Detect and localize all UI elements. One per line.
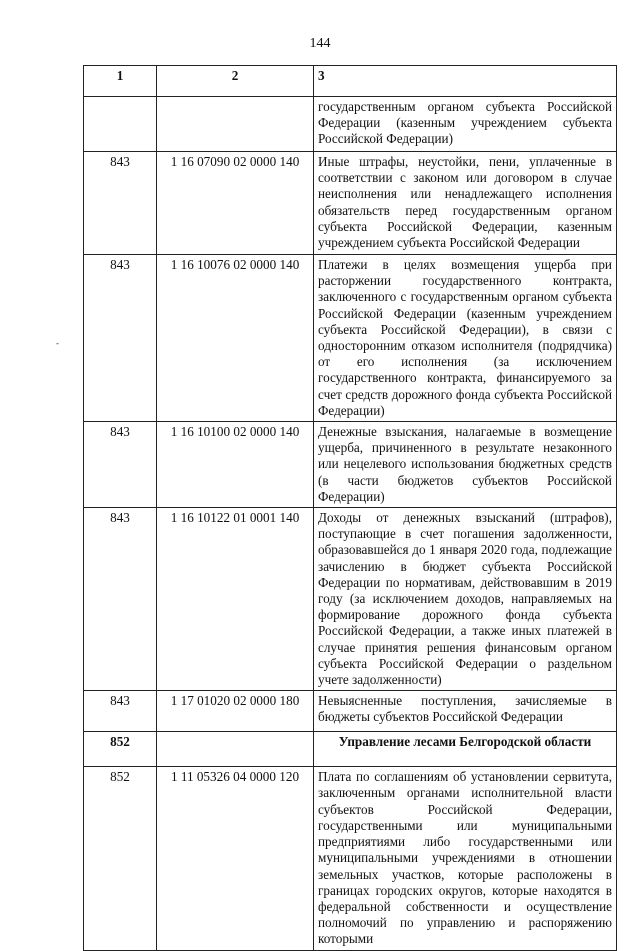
- description-cell: Доходы от денежных взысканий (штрафов), поступающие в счет погашения задолженности, образовавшейся до 1 января 2020 года, подлежащие зачислению в бюджет субъекта Российской Федерации по нормативам, действовавшим в 2019 году (за исключением доходов, направляемых на формирование дорожного фонда субъекта Российской Федерации, а также иных платежей в случае принятия решения финансовым органом субъекта Российской Федерации о раздельном учете задолженности): [314, 508, 617, 691]
- table-row: [84, 508, 617, 691]
- revenue-code-cell: 1 11 05326 04 0000 120: [157, 767, 314, 950]
- admin-code-cell: 843: [84, 691, 157, 732]
- description-cell: Иные штрафы, неустойки, пени, уплаченные в соответствии с законом или договором в случае неисполнения или ненадлежащего исполнения обязательств перед государственным органом субъекта Российской Федерации, казенным учреждением субъекта Российской Федерации: [314, 152, 617, 255]
- section-header-row: [84, 732, 617, 767]
- description-cell: Платежи в целях возмещения ущерба при расторжении государственного контракта, заключенного с государственным органом субъекта Российской Федерации (казенным учреждением субъекта Российской Федерации), в связи с односторонним отказом исполнителя (подрядчика) от его исполнения (за исключением государственного контракта, финансируемого за счет средств дорожного фонда субъекта Российской Федерации): [314, 255, 617, 422]
- revenue-code-cell: 1 16 07090 02 0000 140: [157, 152, 314, 255]
- description-cell: Невыясненные поступления, зачисляемые в бюджеты субъектов Российской Федерации: [314, 691, 617, 732]
- page-number: 144: [309, 36, 331, 51]
- admin-code-cell: 843: [84, 422, 157, 508]
- admin-code-cell: 852: [84, 732, 157, 767]
- description-cell: Денежные взыскания, налагаемые в возмещение ущерба, причиненного в результате незаконного или нецелевого использования бюджетных средств (в части бюджетов субъектов Российской Федерации): [314, 422, 617, 508]
- revenue-code-cell: 1 16 10076 02 0000 140: [157, 255, 314, 422]
- admin-code-cell: [84, 97, 157, 152]
- admin-code-cell: 843: [84, 152, 157, 255]
- admin-code-cell: 843: [84, 255, 157, 422]
- table-row: [84, 422, 617, 508]
- admin-code-cell: 852: [84, 767, 157, 950]
- column-header-1: 1: [84, 66, 157, 97]
- revenue-code-cell: 1 17 01020 02 0000 180: [157, 691, 314, 732]
- revenue-code-cell: 1 16 10100 02 0000 140: [157, 422, 314, 508]
- description-cell: государственным органом субъекта Российской Федерации (казенным учреждением субъекта Российской Федерации): [314, 97, 617, 152]
- table-row: [84, 767, 617, 950]
- revenue-code-cell: [157, 97, 314, 152]
- margin-mark: -: [56, 338, 59, 348]
- table-row: [84, 97, 617, 152]
- admin-code-cell: 843: [84, 508, 157, 691]
- revenue-codes-table: [83, 65, 617, 951]
- table-row: [84, 691, 617, 732]
- column-header-3: 3: [314, 66, 617, 97]
- revenue-code-cell: [157, 732, 314, 767]
- description-cell: Плата по соглашениям об установлении сервитута, заключенным органами исполнительной власти субъектов Российской Федерации, государственными или муниципальными предприятиями либо государственными или муниципальными учреждениями в отношении земельных участков, которые расположены в границах городских округов, которые находятся в федеральной собственности и осуществление полномочий по управлению и распоряжению которыми: [314, 767, 617, 950]
- revenue-code-cell: 1 16 10122 01 0001 140: [157, 508, 314, 691]
- table-header-row: [84, 66, 617, 97]
- description-cell: Управление лесами Белгородской области: [314, 732, 617, 767]
- column-header-2: 2: [157, 66, 314, 97]
- table-row: [84, 152, 617, 255]
- table-row: [84, 255, 617, 422]
